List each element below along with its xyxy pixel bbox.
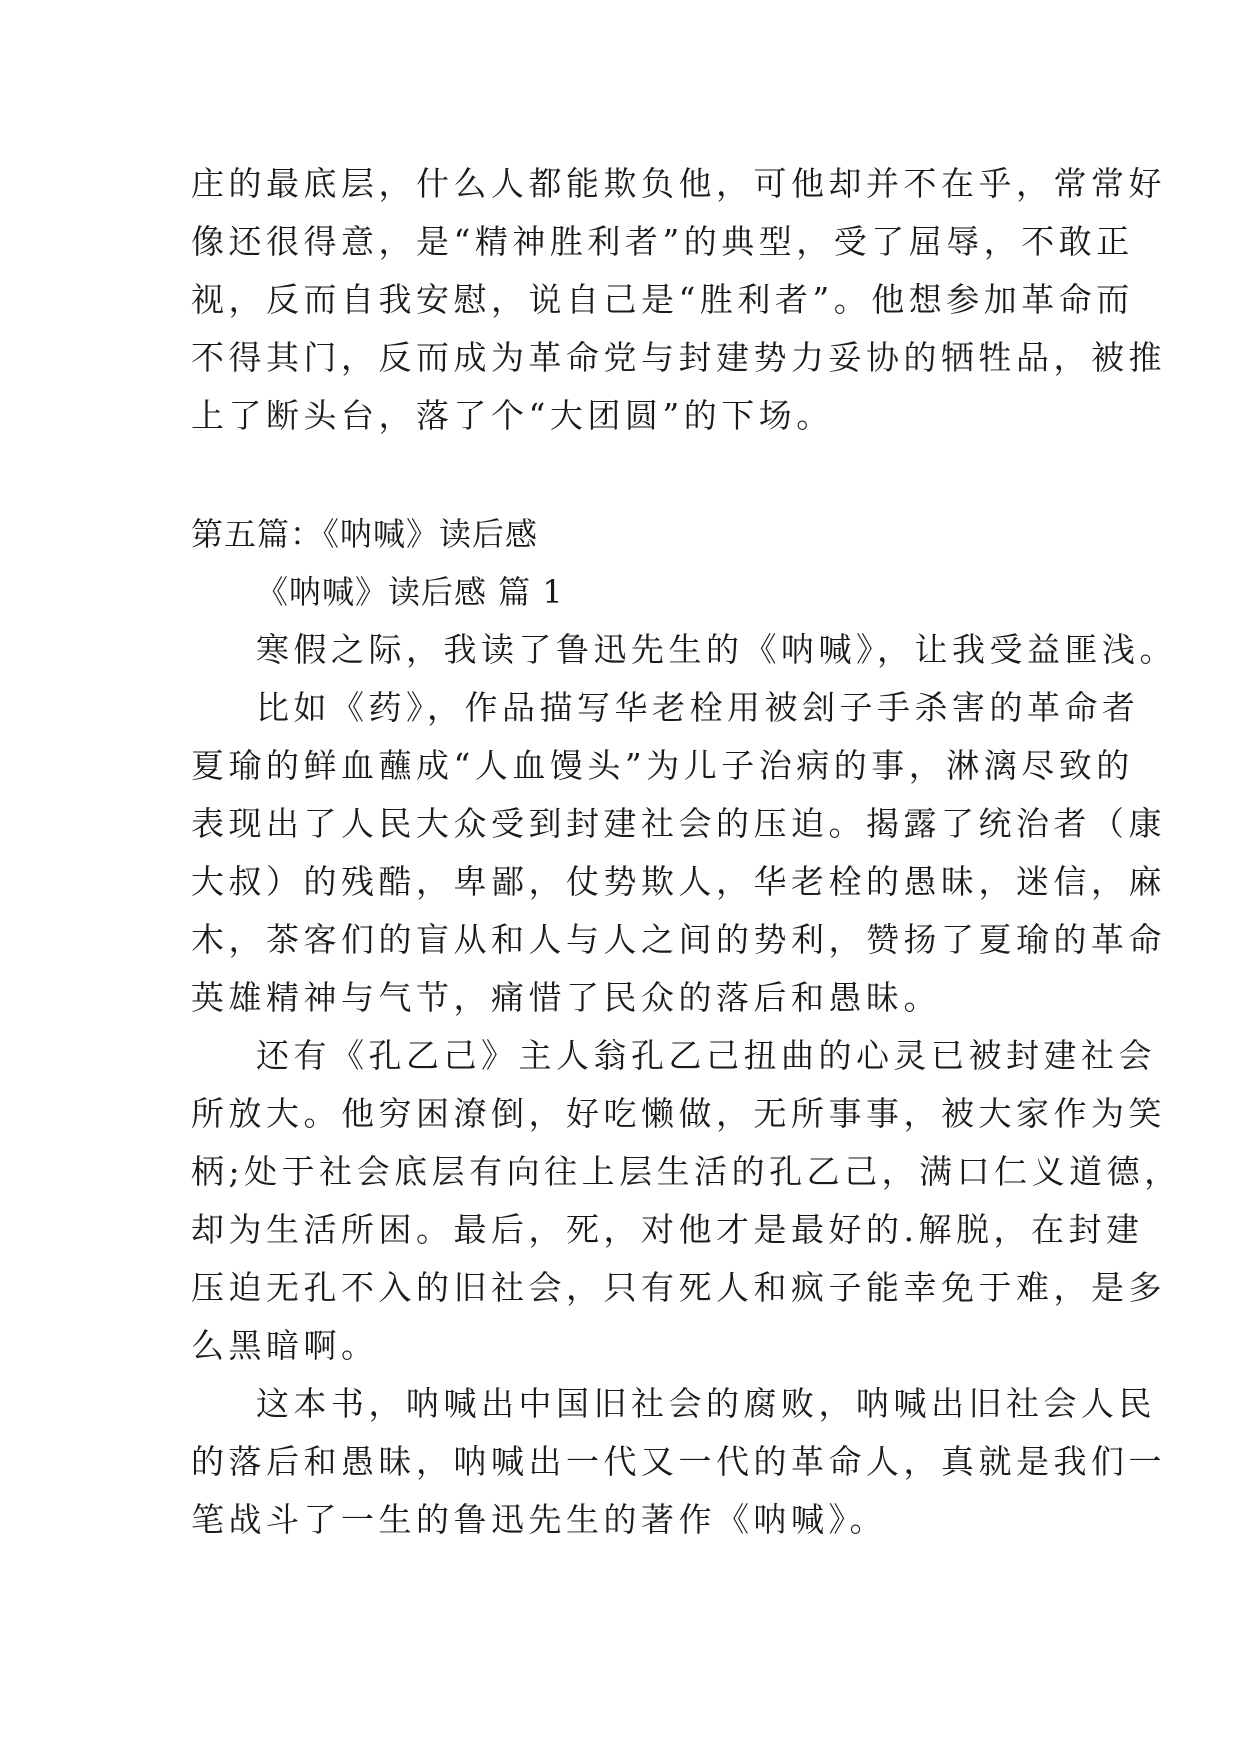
text-line: 比如《药》，作品描写华老栓用被刽子手杀害的革命者 xyxy=(256,688,1140,727)
text-line: 上了断头台，落了个“大团圆”的下场。 xyxy=(191,396,834,435)
text-line: 木，茶客们的盲从和人与人之间的势利，赞扬了夏瑜的革命 xyxy=(191,920,1166,959)
text-line: 柄;处于社会底层有向往上层生活的孔乙己，满口仁义道德， xyxy=(191,1152,1182,1191)
text-line: 的落后和愚昧，呐喊出一代又一代的革命人，真就是我们一 xyxy=(191,1442,1166,1481)
text-line: 寒假之际，我读了鲁迅先生的《呐喊》，让我受益匪浅。 xyxy=(256,630,1177,669)
text-line: 大叔）的残酷，卑鄙，仗势欺人，华老栓的愚昧，迷信，麻 xyxy=(191,862,1166,901)
section-title: 第五篇：《呐喊》读后感 xyxy=(191,515,539,553)
text-line: 视，反而自我安慰，说自己是“胜利者”。他想参加革命而 xyxy=(191,280,1134,319)
text-line: 这本书，呐喊出中国旧社会的腐败，呐喊出旧社会人民 xyxy=(256,1384,1156,1423)
text-line: 庄的最底层，什么人都能欺负他，可他却并不在乎，常常好 xyxy=(191,164,1166,203)
text-line: 不得其门，反而成为革命党与封建势力妥协的牺牲品，被推 xyxy=(191,338,1166,377)
text-line: 表现出了人民大众受到封建社会的压迫。揭露了统治者（康 xyxy=(191,804,1166,843)
text-line: 压迫无孔不入的旧社会，只有死人和疯子能幸免于难，是多 xyxy=(191,1268,1166,1307)
text-line: 像还很得意，是“精神胜利者”的典型，受了屈辱，不敢正 xyxy=(191,222,1134,261)
text-line: 笔战斗了一生的鲁迅先生的著作《呐喊》。 xyxy=(191,1500,887,1539)
text-line: 却为生活所困。最后，死，对他才是最好的.解脱，在封建 xyxy=(191,1210,1144,1249)
text-line: 所放大。他穷困潦倒，好吃懒做，无所事事，被大家作为笑 xyxy=(191,1094,1166,1133)
text-line: 夏瑜的鲜血蘸成“人血馒头”为儿子治病的事，淋漓尽致的 xyxy=(191,746,1134,785)
text-line: 英雄精神与气节，痛惜了民众的落后和愚昧。 xyxy=(191,978,941,1017)
text-line: 还有《孔乙己》主人翁孔乙己扭曲的心灵已被封建社会 xyxy=(256,1036,1156,1075)
text-line: 么黑暗啊。 xyxy=(191,1326,379,1365)
essay-title: 《呐喊》读后感 篇 1 xyxy=(256,573,564,611)
